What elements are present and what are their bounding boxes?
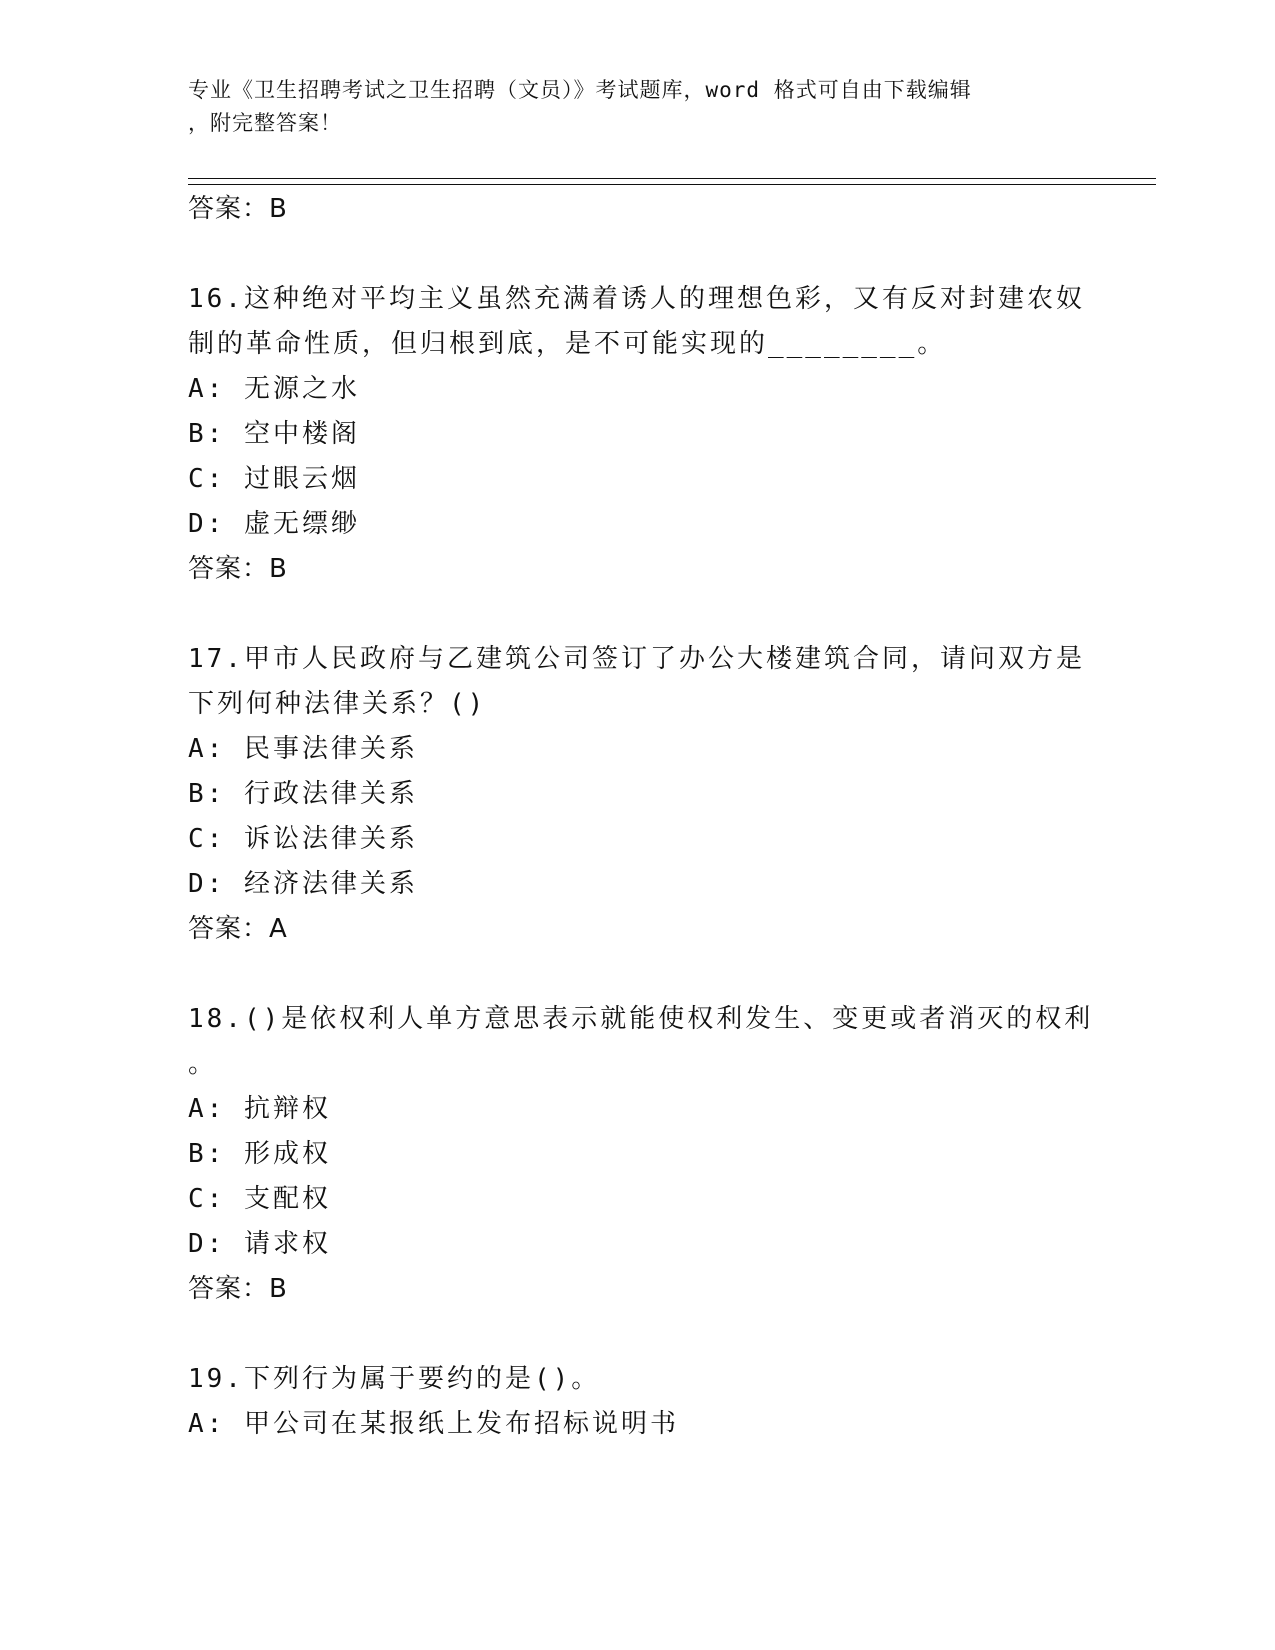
question-18-option-d: D: 请求权	[188, 1229, 331, 1259]
question-18-option-a: A: 抗辩权	[188, 1094, 331, 1124]
question-17-option-d: D: 经济法律关系	[188, 869, 418, 899]
question-17-option-a: A: 民事法律关系	[188, 734, 418, 764]
question-16-stem-line-2: 制的革命性质，但归根到底，是不可能实现的________。	[188, 329, 947, 359]
question-16-stem-line-1: 16.这种绝对平均主义虽然充满着诱人的理想色彩，又有反对封建农奴	[188, 284, 1085, 314]
header-divider-top	[188, 178, 1156, 179]
question-17-stem-line-2: 下列何种法律关系？()	[188, 689, 487, 719]
header-line-1: 专业《卫生招聘考试之卫生招聘（文员）》考试题库，word 格式可自由下载编辑	[188, 78, 972, 102]
answer-label: 答案：B	[188, 194, 288, 224]
question-16-option-d: D: 虚无缥缈	[188, 509, 360, 539]
question-18-answer: 答案：B	[188, 1274, 288, 1304]
question-17-option-b: B: 行政法律关系	[188, 779, 418, 809]
question-16-option-b: B: 空中楼阁	[188, 419, 360, 449]
question-17-stem-line-1: 17.甲市人民政府与乙建筑公司签订了办公大楼建筑合同，请问双方是	[188, 644, 1085, 674]
question-18-stem-line-1: 18.()是依权利人单方意思表示就能使权利发生、变更或者消灭的权利	[188, 1004, 1094, 1034]
question-18-option-b: B: 形成权	[188, 1139, 331, 1169]
header-line-2: ，附完整答案！	[188, 111, 342, 135]
question-19-option-a: A: 甲公司在某报纸上发布招标说明书	[188, 1409, 679, 1439]
question-16-option-a: A: 无源之水	[188, 374, 360, 404]
question-17-option-c: C: 诉讼法律关系	[188, 824, 418, 854]
question-16-answer: 答案：B	[188, 554, 288, 584]
header-divider-bottom	[188, 184, 1156, 185]
question-16-option-c: C: 过眼云烟	[188, 464, 360, 494]
question-19-stem-line-1: 19.下列行为属于要约的是()。	[188, 1364, 601, 1394]
question-18-stem-line-2: 。	[188, 1049, 218, 1079]
document-header	[188, 74, 1068, 140]
question-17-answer: 答案：A	[188, 914, 288, 944]
question-18-option-c: C: 支配权	[188, 1184, 331, 1214]
